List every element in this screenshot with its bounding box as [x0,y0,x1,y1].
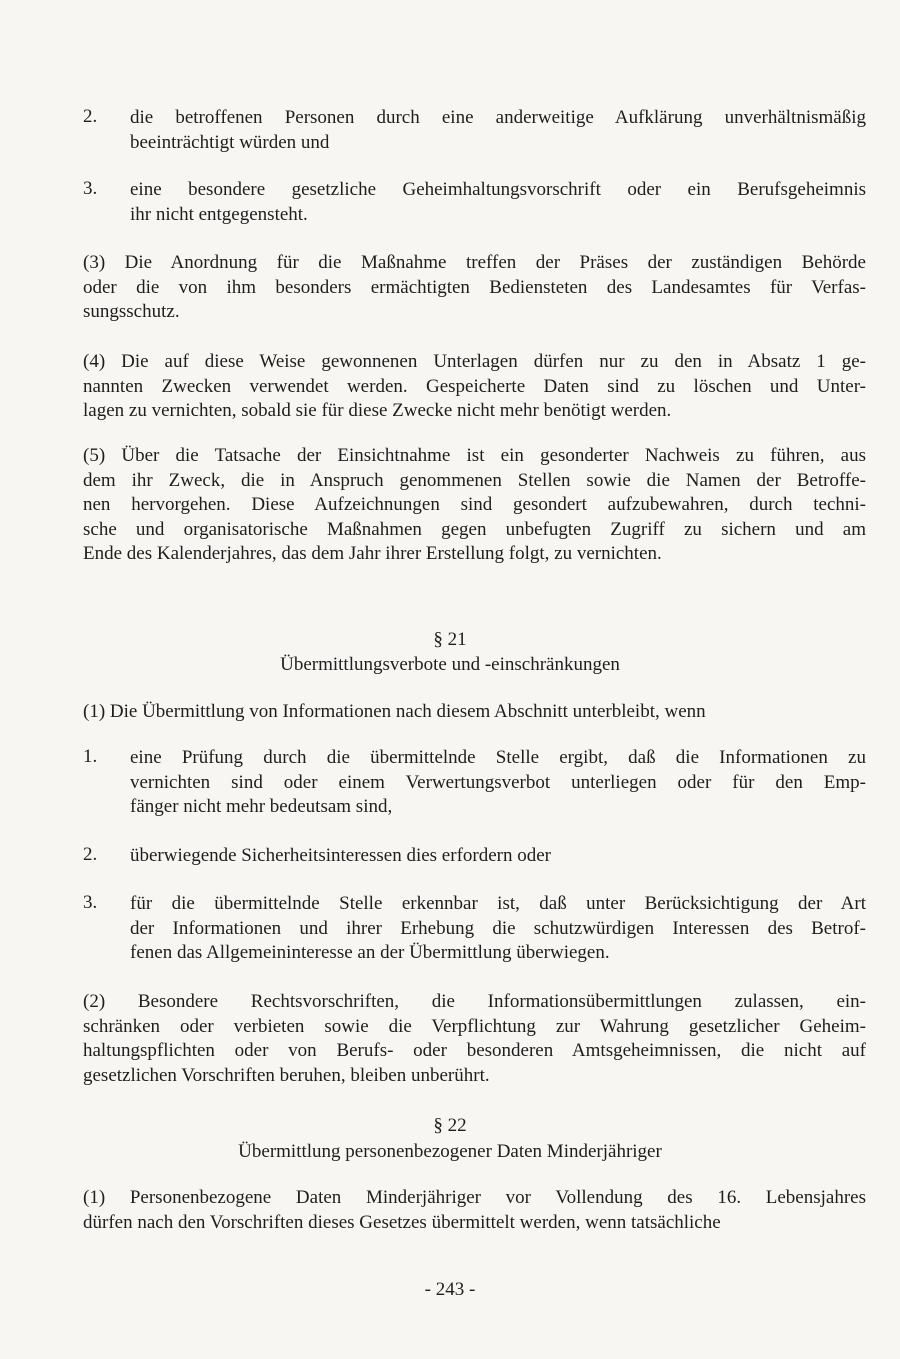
text-line: lagen zu vernichten, sobald sie für diese Zwecke nicht mehr benötigt werden. [83,400,672,421]
list-item [83,178,866,227]
text-line: gesetzlichen Vorschriften beruhen, bleiben unberührt. [83,1064,490,1086]
list-item [83,746,866,820]
text-line: schränken oder verbieten sowie die Verpflichtung zur Wahrung gesetzlicher Geheim- [83,1015,866,1037]
text-line: ihr nicht entgegensteht. [130,203,308,225]
section-title-22: Übermittlung personenbezogener Daten Minderjähriger [238,1141,662,1162]
text-line: dürfen nach den Vorschriften dieses Gesetzes übermittelt werden, wenn tatsächliche [83,1211,721,1233]
text-line: überwiegende Sicherheitsinteressen dies erfordern oder [130,845,551,866]
text-line: der Informationen und ihrer Erhebung die schutzwürdigen Interessen des Betrof- [130,917,866,939]
text-line: nannten Zwecken verwendet werden. Gespeicherte Daten sind zu löschen und Unter- [83,375,866,397]
paragraph [83,990,866,1088]
page-number: - 243 - [424,1279,476,1300]
list-number: 1. [83,746,98,767]
text-line: fenen das Allgemeininteresse an der Übermittlung überwiegen. [130,942,610,963]
text-line: Ende des Kalenderjahres, das dem Jahr ihrer Erstellung folgt, zu vernichten. [83,543,662,564]
text-line: die betroffenen Personen durch eine anderweitige Aufklärung unverhältnismäßig [130,107,866,128]
paragraph [83,251,866,325]
list-item [83,844,866,869]
text-line: sungsschutz. [83,301,180,322]
text-line: nen hervorgehen. Diese Aufzeichnungen sind gesondert aufzubewahren, durch techni- [83,494,866,515]
list-number: 3. [83,178,98,199]
paragraph [83,1186,866,1235]
text-line: haltungspflichten oder von Berufs- oder besonderen Amtsgeheimnissen, die nicht auf [83,1040,866,1061]
text-line: fänger nicht mehr bedeutsam sind, [130,796,393,817]
section-title-21: Übermittlungsverbote und -einschränkungen [280,654,620,675]
text-line: (5) Über die Tatsache der Einsichtnahme ist ein gesonderter Nachweis zu führen, aus [83,445,866,466]
list-number: 2. [83,106,98,127]
text-line: oder die von ihm besonders ermächtigten Bediensteten des Landesamtes für Verfas- [83,276,866,298]
paragraph [83,350,866,424]
text-line: vernichten sind oder einem Verwertungsverbot unterliegen oder für den Emp- [130,771,866,793]
text-line: eine besondere gesetzliche Geheimhaltungsvorschrift oder ein Berufsgeheimnis [130,179,866,200]
text-line: (4) Die auf diese Weise gewonnenen Unterlagen dürfen nur zu den in Absatz 1 ge- [83,351,866,372]
list-item [83,106,866,155]
list-number: 2. [83,844,98,865]
list-number: 3. [83,892,98,913]
section-number-21: § 21 [433,629,467,650]
text-line: (2) Besondere Rechtsvorschriften, die Informationsübermittlungen zulassen, ein- [83,991,866,1012]
paragraph [83,700,866,725]
text-line: sche und organisatorische Maßnahmen gegen unbefugten Zugriff zu sichern und am [83,518,866,540]
section-number-22: § 22 [433,1115,467,1136]
text-line: beeinträchtigt würden und [130,131,330,153]
text-line: eine Prüfung durch die übermittelnde Stelle ergibt, daß die Informationen zu [130,747,866,768]
text-line: für die übermittelnde Stelle erkennbar ist, daß unter Berücksichtigung der Art [130,893,866,914]
text-line: (1) Die Übermittlung von Informationen nach diesem Abschnitt unterbleibt, wenn [83,701,706,722]
text-line: dem ihr Zweck, die in Anspruch genommenen Stellen sowie die Namen der Betroffe- [83,469,866,491]
list-item [83,892,866,966]
text-line: (3) Die Anordnung für die Maßnahme treffen der Präses der zuständigen Behörde [83,252,866,273]
paragraph [83,444,866,567]
text-line: (1) Personenbezogene Daten Minderjähriger vor Vollendung des 16. Lebensjahres [83,1187,866,1208]
